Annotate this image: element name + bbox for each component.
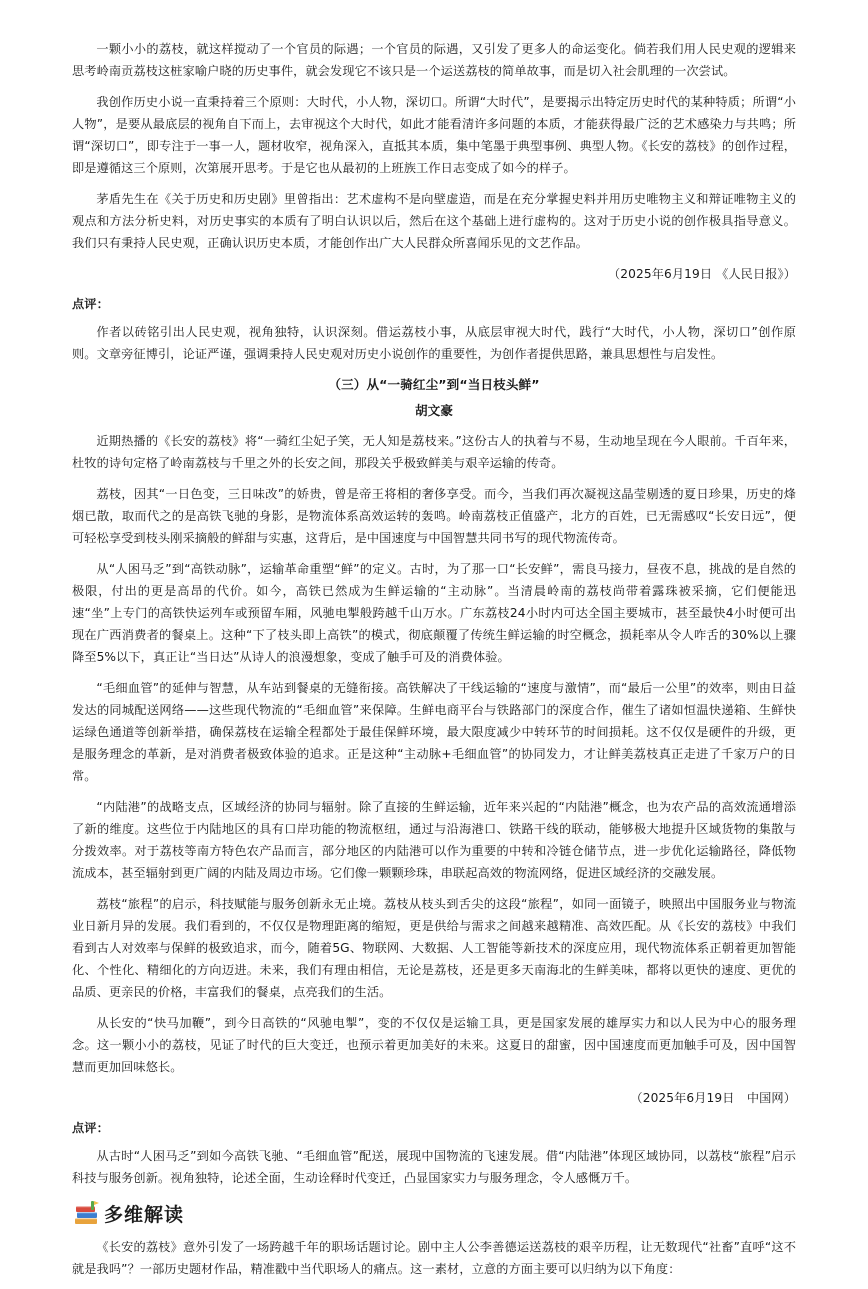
article2-author: 胡文豪: [414, 403, 454, 418]
article1-paragraph: 一颗小小的荔枝，就这样搅动了一个官员的际遇；一个官员的际遇，又引发了更多人的命运变化。倘若我们用人民史观的逻辑来思考岭南贡荔枝这桩家喻户晓的历史事件，就会发现它不该只是一个运送荔枝的简单故事，而是切入社会肌理的一次尝试。: [72, 42, 796, 78]
article2-paragraph: 从“人困马乏”到“高铁动脉”，运输革命重塑“鲜”的定义。古时，为了那一口“长安鲜”，需良马接力，昼夜不息，挑战的是自然的极限，付出的更是高昂的代价。如今，高铁已然成为生鲜运输的“主动脉”。当清晨岭南的荔枝尚带着露珠被采摘，它们便能迅速“坐”上专门的高铁快运列车或预留车厢，风驰电掣般跨越千山万水。广东荔枝24小时内可达全国主要城市，甚至最快4小时便可出现在广西消费者的餐桌上。这种“下了枝头即上高铁”的模式，彻底颠覆了传统生鲜运输的时空概念，损耗率从令人咋舌的30%以上骤降至5%以下，真正让“当日达”从诗人的浪漫想象，变成了触手可及的消费体验。: [72, 562, 796, 664]
article2-paragraph: 荔枝“旅程”的启示，科技赋能与服务创新永无止境。荔枝从枝头到舌尖的这段“旅程”，如同一面镜子，映照出中国服务业与物流业日新月异的发展。我们看到的，不仅仅是物理距离的缩短，更是供给与需求之间越来越精准、高效匹配。从《长安的荔枝》中我们看到古人对效率与保鲜的极致追求，而今，随着5G、物联网、大数据、人工智能等新技术的深度应用，现代物流体系正朝着更加智能化、个性化、精细化的方向迈进。未来，我们有理由相信，无论是荔枝，还是更多天南海北的生鲜美味，都将以更快的速度、更优的品质、更亲民的价格，丰富我们的餐桌，点亮我们的生活。: [72, 897, 796, 999]
article2-heading: （三）从“一骑红尘”到“当日枝头鲜”: [328, 377, 540, 392]
article2-paragraph: “毛细血管”的延伸与智慧，从车站到餐桌的无缝衔接。高铁解决了干线运输的“速度与激情”，而“最后一公里”的效率，则由日益发达的同城配送网络——这些现代物流的“毛细血管”来保障。生鲜电商平台与铁路部门的深度合作，催生了诸如恒温快递箱、生鲜快运绿色通道等创新举措，确保荔枝在运输全程都处于最佳保鲜环境，最大限度减少中转环节的时间损耗。这不仅仅是硬件的升级，更是服务理念的革新，是对消费者极致体验的追求。正是这种“主动脉+毛细血管”的协同发力，才让鲜美荔枝真正走进了千家万户的日常。: [72, 681, 796, 783]
article1-paragraph: 茅盾先生在《关于历史和历史剧》里曾指出：艺术虚构不是向壁虚造，而是在充分掌握史料并用历史唯物主义和辩证唯物主义的观点和方法分析史料，对历史事实的本质有了明白认识以后，然后在这个基础上进行虚构的。这对于历史小说的创作极具指导意义。我们只有秉持人民史观，正确认识历史本质，才能创作出广大人民群众所喜闻乐见的文艺作品。: [72, 192, 796, 250]
article2-paragraph: “内陆港”的战略支点，区域经济的协同与辐射。除了直接的生鲜运输，近年来兴起的“内陆港”概念，也为农产品的高效流通增添了新的维度。这些位于内陆地区的具有口岸功能的物流枢纽，通过与沿海港口、铁路干线的联动，能够极大地提升区域货物的集散与分拨效率。对于荔枝等南方特色农产品而言，部分地区的内陆港可以作为重要的中转和冷链仓储节点，进一步优化运输路径，降低物流成本，甚至辐射到更广阔的内陆及周边市场。它们像一颗颗珍珠，串联起高效的物流网络，促进区域经济的交融发展。: [72, 800, 796, 880]
books-icon: [72, 1198, 102, 1228]
section-title: [72, 1198, 796, 1228]
article2-paragraph: 从长安的“快马加鞭”，到今日高铁的“风驰电掣”，变的不仅仅是运输工具，更是国家发展的雄厚实力和以人民为中心的服务理念。这一颗小小的荔枝，见证了时代的巨大变迁，也预示着更加美好的未来。这夏日的甜蜜，因中国速度而更加触手可及，因中国智慧而更加回味悠长。: [72, 1016, 796, 1074]
article2-source: （2025年6月19日 中国网）: [630, 1091, 796, 1105]
article2-paragraph: 近期热播的《长安的荔枝》将“一骑红尘妃子笑，无人知是荔枝来。”这份古人的执着与不易，生动地呈现在今人眼前。千百年来，杜牧的诗句定格了岭南荔枝与千里之外的长安之间，那段关乎极致鲜美与艰辛运输的传奇。: [72, 434, 796, 470]
article1-comment-label: 点评：: [72, 297, 109, 311]
article1-comment: 作者以砖铭引出人民史观，视角独特，认识深刻。借运荔枝小事，从底层审视大时代，践行“大时代，小人物，深切口”创作原则。文章旁征博引，论证严谨，强调秉持人民史观对历史小说创作的重要性，为创作者提供思路，兼具思想性与启发性。: [72, 325, 796, 361]
section-paragraph: 《长安的荔枝》意外引发了一场跨越千年的职场话题讨论。剧中主人公李善德运送荔枝的艰辛历程，让无数现代“社畜”直呼“这不就是我吗”？一部历史题材作品，精准戳中当代职场人的痛点。这一素材，立意的方面主要可以归纳为以下角度：: [72, 1240, 796, 1276]
document-page: [72, 38, 796, 1289]
article1-paragraph: 我创作历史小说一直秉持着三个原则：大时代，小人物，深切口。所谓“大时代”，是要揭示出特定历史时代的某种特质；所谓“小人物”，是要从最底层的视角自下而上，去审视这个大时代，如此才能看清许多问题的本质，才能获得最广泛的艺术感染力与共鸣；所谓“深切口”，即专注于一事一人，题材收窄，视角深入，直抵其本质，集中笔墨于典型事例、典型人物。《长安的荔枝》的创作过程，即是遵循这三个原则，次第展开思考。于是它也从最初的上班族工作日志变成了如今的样子。: [72, 95, 796, 175]
article1-source: （2025年6月19日 《人民日报》）: [607, 267, 796, 281]
section-title-text: 多维解读: [104, 1203, 185, 1226]
article2-comment-label: 点评：: [72, 1121, 109, 1135]
article2-comment: 从古时“人困马乏”到如今高铁飞驰、“毛细血管”配送，展现中国物流的飞速发展。借“内陆港”体现区域协同，以荔枝“旅程”启示科技与服务创新。视角独特，论述全面，生动诠释时代变迁，凸显国家实力与服务理念，令人感慨万千。: [72, 1149, 796, 1185]
article2-paragraph: 荔枝，因其“一日色变，三日味改”的娇贵，曾是帝王将相的奢侈享受。而今，当我们再次凝视这晶莹剔透的夏日珍果，历史的烽烟已散，取而代之的是高铁飞驰的身影，是物流体系高效运转的轰鸣。岭南荔枝正值盛产，北方的百姓，已无需感叹“长安日远”，便可轻松享受到枝头刚采摘般的鲜甜与实惠，这背后，是中国速度与中国智慧共同书写的现代物流传奇。: [72, 487, 796, 545]
